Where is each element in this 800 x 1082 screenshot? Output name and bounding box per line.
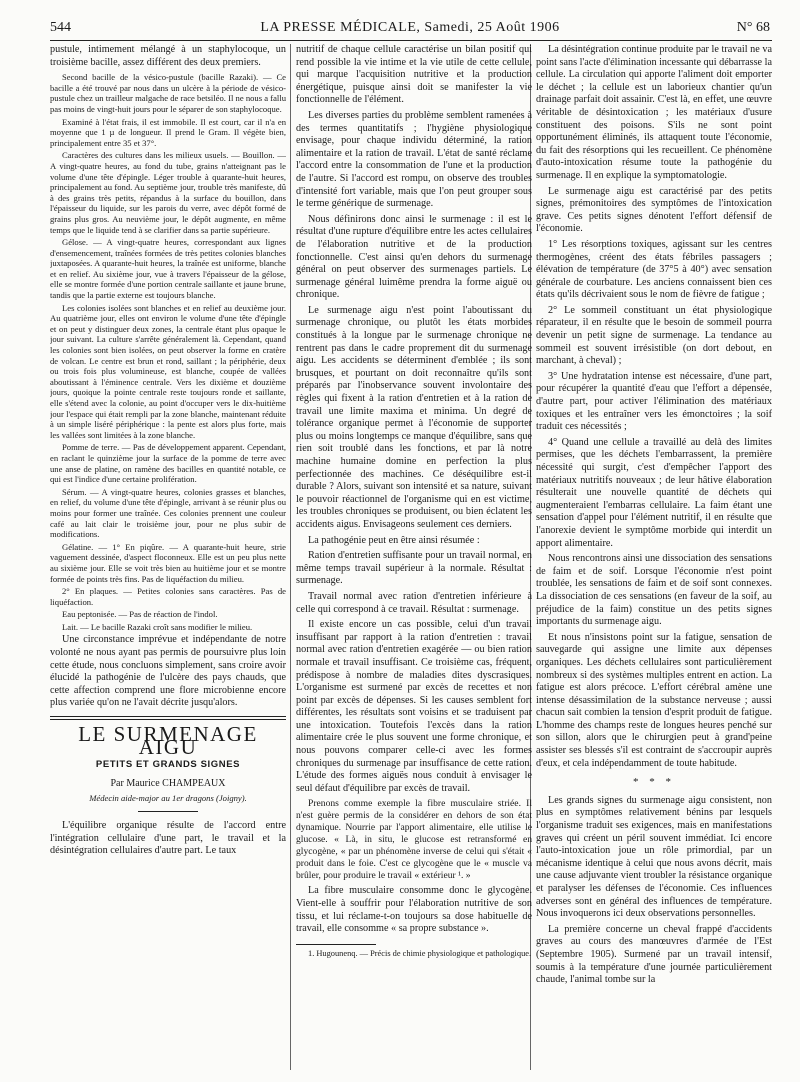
article-subtitle: PETITS ET GRANDS SIGNES bbox=[95, 759, 241, 771]
column-divider bbox=[290, 44, 291, 1070]
paragraph: Nous rencontrons ainsi une dissociation des sensations de faim et de soif. Lorsque l'économie n'est point troublée, les sensations de faim et de soif sont connexes. La dissociation de ces sensations (en faveur de la soif, au préjudice de la faim) constitue un des petits signes importants du surmenage aigu. bbox=[536, 553, 772, 628]
paragraph: L'équilibre organique résulte de l'accord entre l'intégration cellulaire d'une part, le travail et la désintégration cellulaires d'autre part. Le taux bbox=[50, 820, 286, 857]
article-title: LE SURMENAGE AIGU bbox=[78, 722, 258, 759]
article-affiliation: Médecin aide-major au 1er dragons (Joigny). bbox=[89, 793, 247, 804]
paragraph: Ration d'entretien suffisante pour un travail normal, en même temps travail supérieur à la normale. Résultat : surmenage. bbox=[296, 550, 532, 587]
paragraph: Et nous n'insistons point sur la fatigue, sensation de sauvegarde qui assigne une limite aux dépenses organiques. Les déchets cellulaires sont particulièrement nombreux si des systèmes multiples entrent en action. La fatigue est alors précoce. L'effort cérébral amène une intense désassimilation de la substance nerveuse ; aussi chacun sait combien la tension d'esprit produit de fatigue. L'homme des champs reste de longues heures penché sur son sillon, alors que le chirurgien peut à grand'peine assister ses blessés s'il est contraint de s'accroupir auprès d'eux, et cela indépendamment de toute habitude. bbox=[536, 631, 772, 769]
paragraph: Gélose. — A vingt-quatre heures, correspondant aux lignes d'ensemencement, traînées formées de très petites colonies blanches juxtaposées. A quarante-huit heures, la traînée est uniforme, blanche et en relief. Au sixième jour, vue à travers l'épaisseur de la gélose, elle se montre formée d'une portion centrale saillante et jaune brune, tandis que la partie externe est toujours blanche. bbox=[50, 237, 286, 301]
paragraph: Caractères des cultures dans les milieux usuels. — Bouillon. — A vingt-quatre heures, au fond du tube, grains n'atteignant pas le volume d'une tête d'épingle. Léger trouble à quarante-huit heures, principalement au fond. Au septième jour, trouble très manifeste, dû à des grains très petits, répandus à la surface du bouillon, dans l'épaisseur du liquide, sur les parois du verre, avec dépôt formé de grains plus gros. Au neuvième jour, le dépôt augmente, en même temps que le liquide tend à se clarifier dans sa partie supérieure. bbox=[50, 150, 286, 235]
paragraph: Les diverses parties du problème semblent ramenées à des termes quantitatifs ; l'hygiène physiologique envisage, pour chaque individu déterminé, la ration alimentaire et la ration de travail. L'état de santé réclame l'accord entre la consommation de l'une et la production de l'autre. Si l'accord est rompu, on observe des troubles d'intensité fort variable, mais que l'on peut grouper sous le terme générique de surmenage. bbox=[296, 109, 532, 210]
journal-title: LA PRESSE MÉDICALE, Samedi, 25 Août 1906 bbox=[260, 20, 560, 35]
paragraph: Eau peptonisée. — Pas de réaction de l'indol. bbox=[62, 609, 218, 620]
paragraph: 4° Quand une cellule a travaillé au delà des limites permises, que les déchets l'embarrassent, la première nécessité qui surgit, c'est d'empêcher l'apport des matériaux nutritifs nouveaux ; de leur hâtive élaboration résulterait une nouvelle quantité de déchets qui augmenteraient l'embarras cellulaire. La faim étant une sensation d'appel pour l'élément nutritif, il en résulte que l'anorexie devient le symptôme morbide qui interdit un apport alimentaire. bbox=[536, 436, 772, 549]
paragraph: 2° Le sommeil constituant un état physiologique réparateur, il en résulte que le besoin de sommeil pourra devenir un petit signe de surmenage. La tendance au sommeil est souvent irrésistible (on dort debout, en marchant, à cheval) ; bbox=[536, 304, 772, 367]
paragraph: Il existe encore un cas possible, celui d'un travail insuffisant par rapport à la ration d'entretien : travail normal avec ration d'entretien exagérée — ou bien ration normale et travail insuffisant. Ce troisième cas, fréquent, prédispose à nombre de maladies dites dyscrasiques. L'organisme est surmené par excès de recettes et non point par excès de dépenses. Si les causes semblent fort différentes, les résultats sont voisins et se traduisent par une intoxication. Toutefois l'excès dans la ration alimentaire crée le plus souvent une forme chronique, et nous pouvons comparer celle-ci avec les formes chroniques du surmenage par insuffisance de cette ration. L'étude des formes aiguës nous conduit à envisager le seul défaut d'équilibre par excès de travail. bbox=[296, 619, 532, 794]
paragraph: Examiné à l'état frais, il est immobile. Il est court, car il n'a en moyenne que 1 µ de longueur. Il prend le Gram. Il végète bien, principalement entre 35 et 37°. bbox=[50, 116, 286, 148]
paragraph: Second bacille de la vésico-pustule (bacille Razaki). — Ce bacille a été trouvé par nous dans un ulcère à la période de vésico-pustule chez un trailleur malgache de race betsiléo. Il ne nous a fallu pas moins de vingt-huit jours pour le séparer de son staphylocoque. bbox=[50, 72, 286, 114]
paragraph: pustule, intimement mélangé à un staphylocoque, un troisième bacille, assez différent des deux premiers. bbox=[50, 44, 286, 68]
paragraph: Gélatine. — 1° En piqûre. — A quarante-huit heure, strie vaguement dessinée, d'aspect floconneux. Elle est un peu plus nette au sixième jour. Elle se voit très bien au huitième jour et se montre formée de points très fins. Pas de liquéfaction du milieu. bbox=[50, 541, 286, 584]
paragraph: La pathogénie peut en être ainsi résumée : bbox=[308, 534, 480, 546]
footnote-rule bbox=[296, 944, 376, 945]
article-author: Par Maurice CHAMPEAUX bbox=[110, 777, 226, 789]
paragraph: 1° Les résorptions toxiques, agissant sur les centres thermogènes, créent des états fébriles passagers ; élévation de température (de 37°5 à 40°) avec sensation générale de courbature. Les anciens connaissent bien ces états qu'ils décrivaient sous le nom de fièvre de fatigue ; bbox=[536, 238, 772, 301]
paragraph: nutritif de chaque cellule caractérise un bilan positif qui rend possible la vie intime et la vie utile de cette cellule, qui marque l'acquisition nutritive et la production énergétique, puisque ainsi doit se manifester la vie fonctionnelle de l'élément. bbox=[296, 44, 532, 106]
column-1 bbox=[50, 44, 286, 1074]
article-rule bbox=[50, 719, 286, 720]
page-number: 544 bbox=[50, 20, 71, 35]
paragraph: Le surmenage aigu n'est point l'aboutissant du surmenage chronique, ou plutôt les états morbides constitués à la longue par le surmenage chronique ne rentrent pas dans le cadre proprement dit du surmenage aigu. Les accidents se déterminent d'emblée ; ils sont brusques, et pourtant on doit reconnaître qu'ils sont préparés par l'inobservance souvent involontaire des règles qui fixent à la ration d'entretien et à la ration de travail une limite maxima et minima. Un degré de tolérance organique permet à l'économie de supporter plus ou moins longtemps ce manque d'équilibre, sans que rien soit troublé dans les fonctions, et par là notre machine humaine domine en perfection la plus perfectionnée des machines. Ce déséquilibre est-il durable ? Alors, suivant son intensité et sa nature, suivant le pouvoir réactionnel de l'organisme qui en est victime, les troubles chroniques se produisent, ou bien éclatent les accidents aigus. Envisageons seulement ces derniers. bbox=[296, 304, 532, 530]
column-2 bbox=[296, 44, 532, 1074]
section-break-stars: * * * bbox=[633, 776, 675, 789]
header-rule bbox=[50, 40, 772, 41]
paragraph: Une circonstance imprévue et indépendante de notre volonté ne nous ayant pas permis de poursuivre plus loin cette étude, nous concluons simplement, sans croire avoir élucidé la pathogénie de l'ulcère des pays chauds, que cette affection comprend une flore microbienne encore plus variée qu'on ne l'avait décrite jusqu'alors. bbox=[50, 634, 286, 709]
paragraph: Prenons comme exemple la fibre musculaire striée. Il n'est guère permis de la considérer en dehors de son état dynamique. Nourrie par l'apport alimentaire, elle utilise le glucose. « Là, in situ, le glucose est retransformé en glycogène, « par un phénomène inverse de celui qui s'était « produit dans le foie. C'est ce glycogène que le « muscle va brûler, pour produire le travail « extérieur ¹. » bbox=[296, 798, 532, 882]
separator bbox=[138, 811, 198, 812]
paragraph: Sérum. — A vingt-quatre heures, colonies grasses et blanches, en relief, du volume d'une tête d'épingle, arrivant à se réunir plus ou moins pour former une traînée. Ces colonies prennent une couleur café au lait clair le troisième jour, pour ne plus subir de modifications. bbox=[50, 486, 286, 540]
paragraph: Les grands signes du surmenage aigu consistent, non plus en symptômes relativement bénins par lesquels l'organisme traduit ses exigences, mais en manifestations graves qui créent un péril souvent immédiat. Ici encore l'auto-intoxication joue un rôle primordial, par un mécanisme identique à celui que nous avons décrit, mais une cause adjuvante vient troubler la résistance organique et paralyser les défenses de l'économie. Ces influences adverses sont en général des influences de température. Nous invoquerons ici deux observations personnelles. bbox=[536, 794, 772, 920]
paragraph: Lait. — Le bacille Razaki croît sans modifier le milieu. bbox=[62, 621, 253, 632]
paragraph: La première concerne un cheval frappé d'accidents graves au cours des manœuvres d'armée de l'Est (Septembre 1905). Surmené par un travail intensif, soumis à la température d'une journée particulièrement chaude, l'animal tombe sur la bbox=[536, 923, 772, 986]
paragraph: 3° Une hydratation intense est nécessaire, d'une part, pour récupérer la quantité d'eau que l'effort a dépensée, d'autre part, pour activer l'élimination des matériaux toxiques et les entraîner vers les émonctoires ; la soif traduit ces nécessités ; bbox=[536, 370, 772, 433]
issue-number: N° 68 bbox=[736, 20, 770, 35]
paragraph: Le surmenage aigu est caractérisé par des petits signes, prémonitoires des symptômes de l'intoxication grave. Ces petits signes dénotent l'effort défensif de l'économie. bbox=[536, 185, 772, 235]
paragraph: Travail normal avec ration d'entretien inférieure à celle qui correspond à ce travail. Résultat : surmenage. bbox=[296, 590, 532, 615]
column-3 bbox=[536, 44, 772, 1074]
paragraph: Nous définirons donc ainsi le surmenage : il est le résultat d'une rupture d'équilibre entre les actes cellulaires de l'élaboration nutritive et de la production fonctionnelle. C'est ainsi qu'en dehors du surmenage général on peut observer des surmenages partiels. Le surmenage général luimême prendra la forme aiguë ou chronique. bbox=[296, 213, 532, 301]
paragraph: La désintégration continue produite par le travail ne va point sans l'acte d'élimination incessante qui débarrasse la cellule. La circulation qui apporte l'aliment doit emporter le déchet ; la cellule est un laborieux chantier qu'un drainage parfait doit assainir. C'est là, en effet, une œuvre véritable de désintoxication ; les matériaux d'usure constituent des poisons. S'ils ne sont point opportunément éliminés, ils attaquent toute l'économie, du fait des résorptions qui les recueillent. Ce phénomène d'auto-intoxication résume toute la pathogénie du surmenage. Il en explique la symptomatologie. bbox=[536, 44, 772, 181]
article-rule bbox=[50, 716, 286, 717]
page-header bbox=[50, 18, 770, 38]
footnote: 1. Hugounenq. — Précis de chimie physiologique et pathologique. bbox=[308, 948, 532, 958]
paragraph: Pomme de terre. — Pas de développement apparent. Cependant, en raclant le quinzième jour la surface de la pomme de terre avec une anse de platine, on ramène des bacilles en quantité notable, ce qui est l'indice d'une certaine prolifération. bbox=[50, 442, 286, 485]
paragraph: Les colonies isolées sont blanches et en relief au deuxième jour. Au quatrième jour, elles ont environ le volume d'une tête d'épingle et on peut y distinguer deux zones, la centrale étant plus opaque le jour suivant. La culture s'arrête généralement là. Cependant, quand les colonies sont bien isolées, on peut observer la forme en cratère de volcan. Le centre est brun et rond, saillant ; la périphérie, deux ou trois fois plus volumineuse, est blanche, coupée de vallées aboutissant à l'éminence centrale. Vers les dixième et douzième jours, quoique la pointe centrale reste toujours ronde et saillante, elle s'étend avec la colonie, au point d'occuper vers le dix-huitième jour l'espace qui était rempli par la zone blanche, maintenant réduite à un simple liséré périphérique : la pente est alors plus forte, mais les vallées sont limitées à la zone blanche. bbox=[50, 302, 286, 440]
paragraph: 2° En plaques. — Petites colonies sans caractères. Pas de liquéfaction. bbox=[50, 586, 286, 607]
paragraph: La fibre musculaire consomme donc le glycogène. Vient-elle à souffrir pour l'élaboration nutritive de son tissu, et lui réclame-t-on toujours sa dose habituelle de travail, elle consomme « sa propre substance ». bbox=[296, 885, 532, 935]
